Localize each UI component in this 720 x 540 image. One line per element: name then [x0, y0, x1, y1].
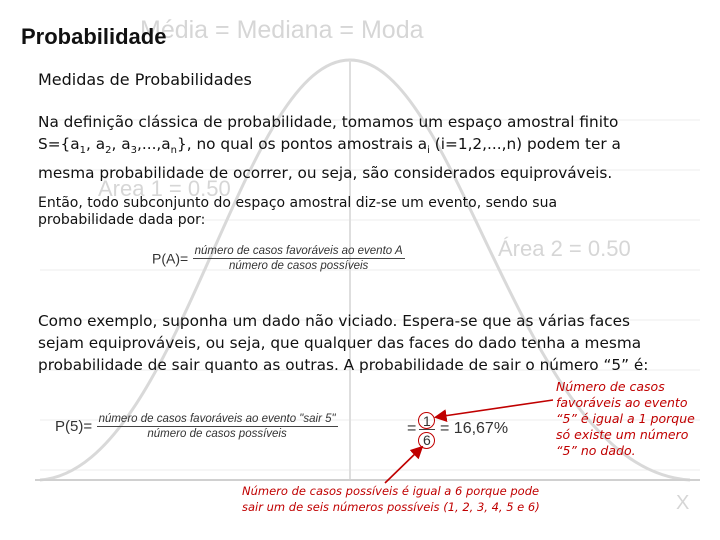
- formula-result: = 16,67%: [440, 420, 509, 437]
- note-line: Número de casos: [556, 379, 665, 394]
- formula-numerator: número de casos favoráveis ao evento "sair 5": [98, 413, 336, 425]
- paragraph-line: $S=\{a_1$, $a_2$, $a_3,...,a_n$}, no qual os pontos amostrais $a_i$ (i=1,2,...,n) podem ter a: [38, 135, 621, 157]
- formula-lhs: P(A)=: [152, 250, 189, 267]
- paragraph-line: sejam equiprováveis, ou seja, que qualquer das faces do dado tenha a mesma: [38, 334, 642, 352]
- ghost-area-2-label: Área 2 = 0.50: [498, 236, 631, 261]
- page-title: Probabilidade: [21, 24, 167, 49]
- note-favorable-cases: [556, 379, 716, 459]
- formula-value-denominator: 6: [423, 432, 431, 448]
- ghost-overlay-title: Média = Mediana = Moda: [140, 16, 424, 44]
- paragraph-line: mesma probabilidade de ocorrer, ou seja, são considerados equiprováveis.: [38, 164, 613, 183]
- ghost-area-1-label: Área 1 = 0.50: [98, 176, 231, 201]
- formula-value-numerator: 1: [423, 413, 431, 429]
- formula-denominator: número de casos possíveis: [147, 428, 287, 440]
- note-possible-cases: [242, 483, 572, 515]
- formula-equals: =: [407, 420, 417, 437]
- paragraph-line: probabilidade dada por:: [38, 212, 206, 228]
- formula-denominator: número de casos possíveis: [228, 260, 369, 272]
- paragraph-line: Na definição clássica de probabilidade, tomamos um espaço amostral finito: [38, 113, 619, 131]
- note-line: favoráveis ao evento: [556, 395, 688, 410]
- note-line: “5” no dado.: [556, 443, 636, 458]
- formula-numerator: número de casos favoráveis ao evento A: [194, 245, 403, 257]
- formula-lhs: P(5)=: [55, 418, 93, 435]
- note-line: só existe um número: [556, 427, 689, 442]
- paragraph-line: Então, todo subconjunto do espaço amostral diz-se um evento, sendo sua: [38, 195, 558, 211]
- note-line: Número de casos possíveis é igual a 6 porque pode: [242, 484, 540, 498]
- note-line: “5” é igual a 1 porque: [556, 411, 695, 426]
- paragraph-line: probabilidade de sair quanto as outras. A probabilidade de sair o número “5” é:: [38, 356, 649, 374]
- arrow-to-denominator: [385, 448, 421, 483]
- paragraph-line: Como exemplo, suponha um dado não viciado. Espera-se que as várias faces: [38, 312, 631, 330]
- note-line: sair um de seis números possíveis (1, 2, 3, 4, 5 e 6): [242, 500, 540, 514]
- section-heading: Medidas de Probabilidades: [38, 70, 252, 89]
- arrow-to-numerator: [437, 400, 553, 417]
- ghost-axis-x-label: X: [676, 492, 690, 514]
